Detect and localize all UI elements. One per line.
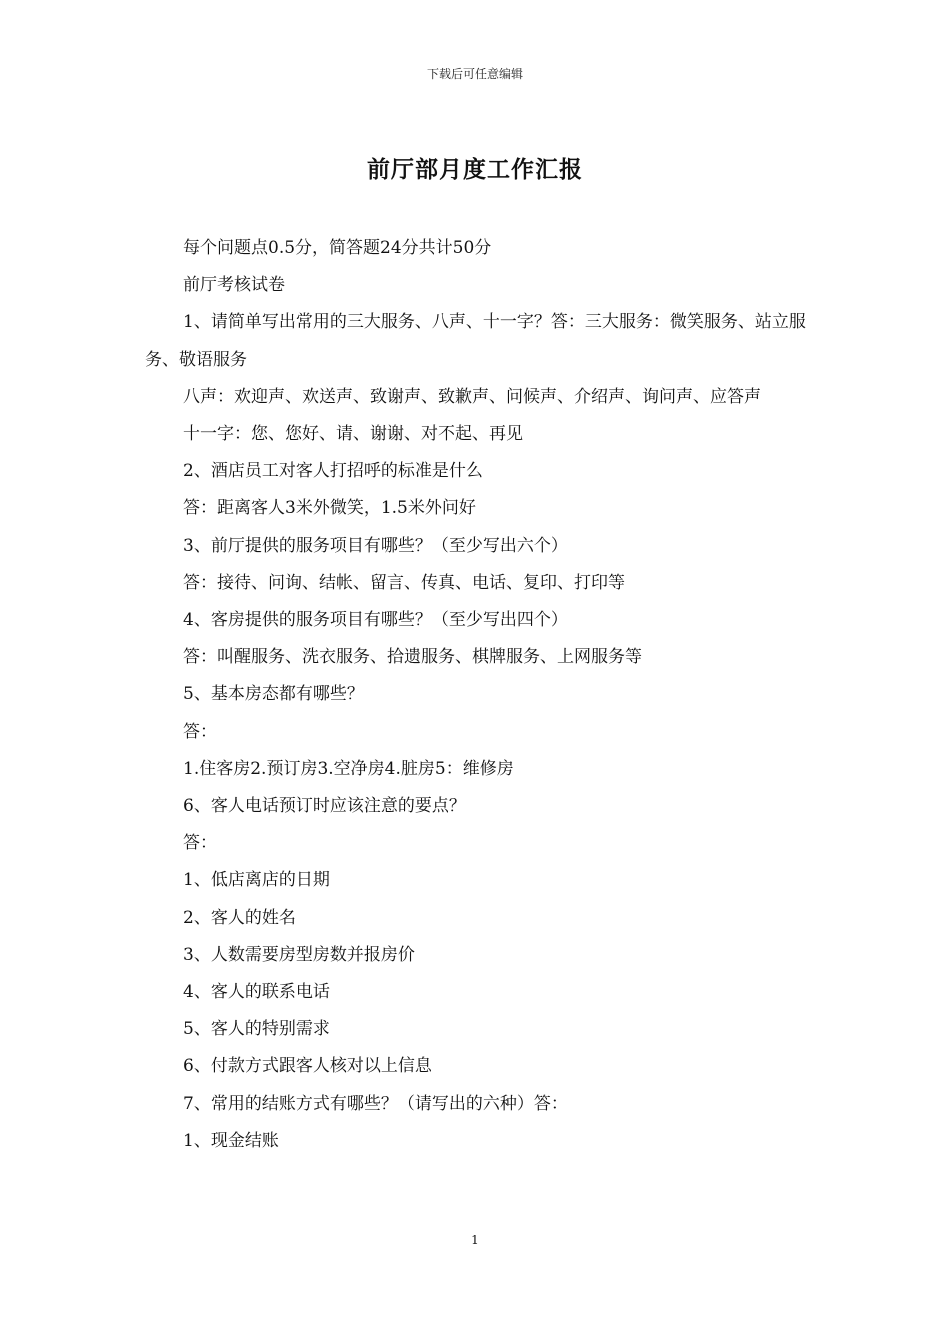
paragraph: 答：接待、问询、结帐、留言、传真、电话、复印、打印等 — [183, 572, 625, 593]
paragraph: 2、客人的姓名 — [183, 907, 296, 928]
document-body — [145, 230, 825, 1160]
paragraph: 1、低店离店的日期 — [183, 870, 330, 891]
paragraph: 4、客房提供的服务项目有哪些？（至少写出四个） — [183, 610, 568, 631]
paragraph: 4、客人的联系电话 — [183, 982, 330, 1003]
paragraph: 八声：欢迎声、欢送声、致谢声、致歉声、问候声、介绍声、询问声、应答声 — [183, 386, 761, 407]
paragraph: 2、酒店员工对客人打招呼的标准是什么 — [183, 461, 483, 482]
paragraph: 3、前厅提供的服务项目有哪些？（至少写出六个） — [183, 535, 568, 556]
paragraph: 6、付款方式跟客人核对以上信息 — [183, 1056, 432, 1077]
paragraph: 5、客人的特别需求 — [183, 1019, 330, 1040]
paragraph: 答： — [183, 721, 217, 742]
paragraph: 5、基本房态都有哪些？ — [183, 684, 364, 705]
paragraph: 答：叫醒服务、洗衣服务、拾遗服务、棋牌服务、上网服务等 — [183, 647, 642, 668]
paragraph: 1、请简单写出常用的三大服务、八声、十一字？答：三大服务：微笑服务、站立服务、敬语服务 — [145, 312, 806, 370]
paragraph: 答：距离客人3米外微笑，1.5米外问好 — [183, 498, 476, 519]
paragraph: 7、常用的结账方式有哪些？（请写出的六种）答： — [183, 1093, 568, 1114]
document-title: 前厅部月度工作汇报 — [367, 156, 583, 183]
paragraph: 1.住客房2.预订房3.空净房4.脏房5：维修房 — [183, 758, 514, 779]
paragraph: 6、客人电话预订时应该注意的要点？ — [183, 796, 466, 817]
paragraph: 前厅考核试卷 — [183, 275, 285, 296]
paragraph: 1、现金结账 — [183, 1130, 279, 1151]
page-header: 下载后可任意编辑 — [426, 67, 523, 81]
page-number: 1 — [471, 1233, 479, 1247]
paragraph: 每个问题点0.5分，简答题24分共计50分 — [183, 238, 492, 258]
paragraph: 答： — [183, 833, 217, 854]
paragraph: 3、人数需要房型房数并报房价 — [183, 944, 415, 965]
paragraph: 十一字：您、您好、请、谢谢、对不起、再见 — [183, 424, 523, 445]
